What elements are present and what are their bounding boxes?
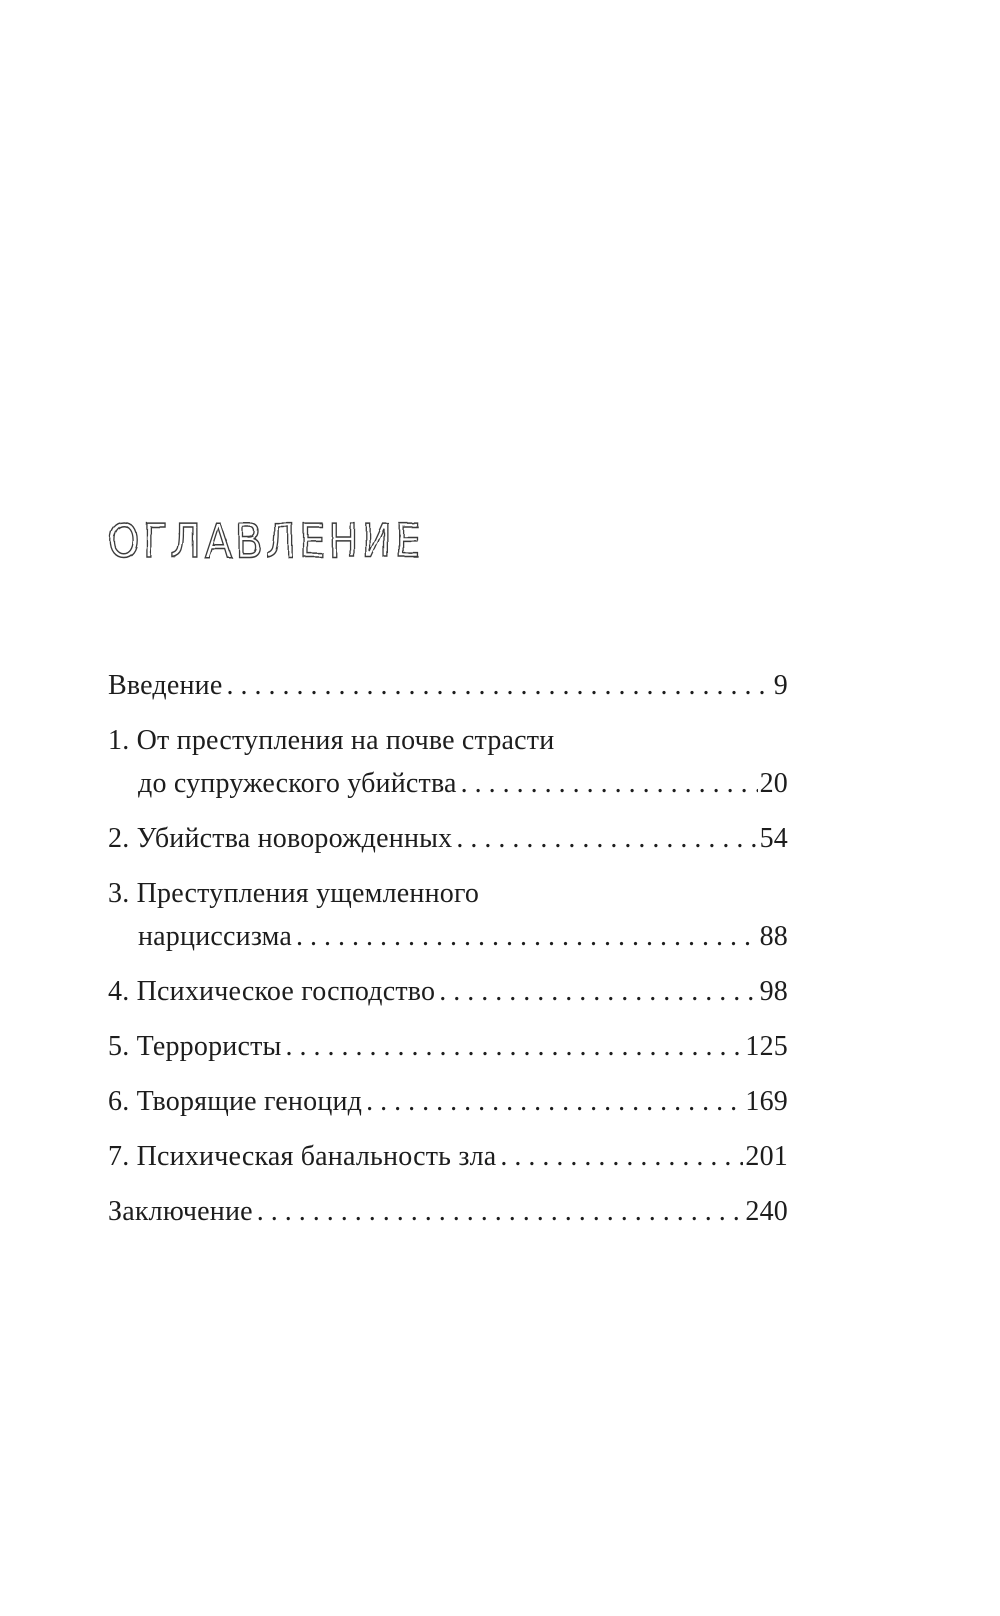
toc-entry-line bbox=[108, 664, 788, 707]
toc-entry-label: 1. От преступления на почве страсти bbox=[108, 725, 555, 756]
toc-entry-label: 3. Преступления ущемленного bbox=[108, 878, 480, 909]
dot-leader bbox=[456, 817, 757, 860]
page-number: 125 bbox=[745, 1031, 788, 1062]
dot-leader bbox=[226, 664, 771, 707]
dot-leader bbox=[286, 1025, 744, 1068]
toc-entry-label: 4. Психическое господство bbox=[108, 976, 436, 1007]
toc-entry-label: 2. Убийства новорожденных bbox=[108, 823, 453, 854]
toc-entry bbox=[108, 719, 788, 805]
toc-entry bbox=[108, 1190, 788, 1233]
toc-entry bbox=[108, 1080, 788, 1123]
toc-entry-line bbox=[108, 1080, 788, 1123]
toc-entry bbox=[108, 1025, 788, 1068]
toc-entry-label: 5. Террористы bbox=[108, 1031, 282, 1062]
dot-leader bbox=[366, 1080, 743, 1123]
toc-entry bbox=[108, 817, 788, 860]
title-sketch-svg bbox=[107, 500, 547, 572]
toc-entry-line bbox=[108, 1025, 788, 1068]
toc-entry-label: 6. Творящие геноцид bbox=[108, 1086, 363, 1117]
toc-entry-label: Заключение bbox=[108, 1196, 253, 1227]
page-title bbox=[107, 500, 547, 572]
page-number: 54 bbox=[759, 823, 788, 854]
dot-leader bbox=[257, 1190, 744, 1233]
dot-leader bbox=[461, 762, 758, 805]
toc-entry-line bbox=[108, 970, 788, 1013]
toc-entry bbox=[108, 872, 788, 958]
toc-entry-label: нарциссизма bbox=[138, 921, 293, 952]
page-number: 169 bbox=[745, 1086, 788, 1117]
toc-entry-label: 7. Психическая банальность зла bbox=[108, 1141, 497, 1172]
page-number: 88 bbox=[759, 921, 788, 952]
toc-entry-line bbox=[108, 719, 788, 762]
toc-entry-line bbox=[108, 817, 788, 860]
page-number: 9 bbox=[773, 670, 788, 701]
page-number: 98 bbox=[759, 976, 788, 1007]
toc-entry bbox=[108, 1135, 788, 1178]
page-number: 20 bbox=[759, 768, 788, 799]
page-number: 240 bbox=[745, 1196, 788, 1227]
toc-entry-label: до супружеского убийства bbox=[138, 768, 457, 799]
toc-entry-line bbox=[108, 1190, 788, 1233]
dot-leader bbox=[439, 970, 757, 1013]
dot-leader bbox=[500, 1135, 743, 1178]
toc-entry-line-continuation bbox=[108, 762, 788, 805]
toc-entry bbox=[108, 970, 788, 1013]
toc-entry-line bbox=[108, 872, 788, 915]
toc-entry-line-continuation bbox=[108, 915, 788, 958]
toc-entry-line bbox=[108, 1135, 788, 1178]
page-number: 201 bbox=[745, 1141, 788, 1172]
dot-leader bbox=[296, 915, 758, 958]
toc-entry-label: Введение bbox=[108, 670, 223, 701]
toc-list bbox=[108, 664, 788, 1245]
page-title-text: ОГЛАВЛЕНИЕ bbox=[108, 514, 424, 568]
toc-entry bbox=[108, 664, 788, 707]
